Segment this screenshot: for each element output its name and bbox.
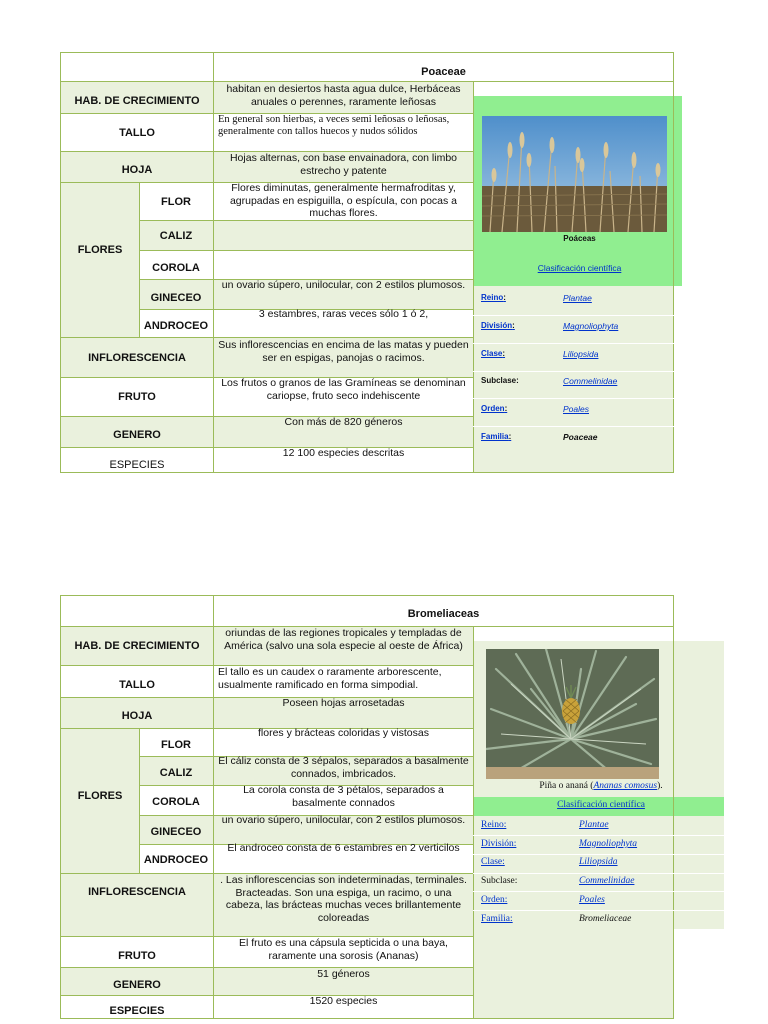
label-hoja: HOJA	[121, 164, 153, 176]
inflorescencia-text: . Las inflorescencias son indeterminadas, terminales. Bracteadas. Son una espiga, un racimo, o una cabeza, las brácteas muchas veces brillantemente coloreadas	[220, 874, 467, 924]
tax-rank-familia[interactable]: Familia:	[481, 914, 513, 924]
label-fruto: FRUTO	[118, 950, 156, 962]
tax-value-division[interactable]: Magnoliophyta	[563, 321, 619, 331]
hoja-text: Poseen hojas arrosetadas	[282, 697, 405, 709]
especies-text: 12 100 especies descritas	[282, 447, 405, 459]
label-genero: GENERO	[113, 979, 161, 991]
androceo-text: 3 estambres, raras veces sólo 1 ó 2,	[258, 308, 429, 320]
tax-rank-clase[interactable]: Clase:	[481, 349, 506, 358]
tax-rank-reino[interactable]: Reino:	[481, 293, 506, 302]
tax-value-clase[interactable]: Liliopsida	[579, 857, 618, 867]
label-flores: FLORES	[77, 244, 123, 256]
hab-text: oriundas de las regiones tropicales y templadas de América (salvo una sola especie al oeste de África)	[224, 627, 463, 652]
pineapple-caption: Piña o ananá (Ananas comosus).	[539, 781, 663, 791]
tax-rank-orden[interactable]: Orden:	[481, 895, 508, 905]
genero-text: Con más de 820 géneros	[284, 416, 403, 428]
label-gineceo: GINECEO	[150, 825, 202, 838]
tax-value-subclase[interactable]: Commelinidae	[579, 876, 635, 886]
label-flor: FLOR	[161, 739, 191, 751]
pineapple-photo	[486, 649, 659, 779]
divider	[473, 398, 682, 399]
label-gineceo: GINECEO	[150, 291, 202, 304]
label-flor: FLOR	[161, 195, 191, 208]
flor-text: flores y brácteas coloridas y vistosas	[258, 727, 429, 739]
divider	[473, 873, 724, 874]
tax-value-familia: Poaceae	[563, 432, 598, 442]
fruto-text: El fruto es una cápsula septicida o una baya, raramente una sorosis (Ananas)	[239, 937, 448, 962]
divider	[473, 426, 682, 427]
tax-rank-clase[interactable]: Clase:	[481, 857, 505, 867]
label-androceo: ANDROCEO	[143, 319, 209, 332]
label-inflorescencia: INFLORESCENCIA	[88, 351, 186, 364]
label-flores: FLORES	[77, 790, 123, 802]
wheat-caption: Poáceas	[563, 234, 596, 243]
tax-rank-orden[interactable]: Orden:	[481, 404, 508, 413]
divider	[473, 910, 724, 911]
caliz-text: El cáliz consta de 3 sépalos, separados a basalmente connados, imbricados.	[218, 755, 469, 780]
pineapple-illustration	[486, 649, 659, 779]
label-genero: GENERO	[113, 429, 161, 441]
androceo-text: El androceo consta de 6 estambres en 2 verticilos	[227, 842, 460, 854]
genero-text: 51 géneros	[317, 968, 370, 980]
tax-rank-reino[interactable]: Reino:	[481, 820, 507, 830]
label-hab: HAB. DE CRECIMIENTO	[74, 640, 200, 652]
classification-link[interactable]: Clasificación científica	[537, 263, 622, 273]
tax-rank-division[interactable]: División:	[481, 321, 515, 330]
label-hab: HAB. DE CRECIMIENTO	[74, 94, 200, 107]
gineceo-text: un ovario súpero, unilocular, con 2 estilos plumosos.	[221, 814, 466, 826]
label-fruto: FRUTO	[118, 391, 156, 403]
divider	[473, 854, 724, 855]
classification-link[interactable]: Clasificación científica	[557, 800, 645, 810]
ananas-comosus-link[interactable]: Ananas comosus	[593, 781, 658, 791]
divider	[473, 81, 474, 473]
divider	[473, 626, 474, 1019]
label-inflorescencia: INFLORESCENCIA	[88, 885, 186, 898]
flor-text: Flores diminutas, generalmente hermafroditas y, agrupadas en espiguilla, o espícula, con pocas a muchas flores.	[229, 182, 458, 219]
tax-value-reino[interactable]: Plantae	[579, 820, 609, 830]
tax-rank-subclase: Subclase:	[481, 876, 518, 886]
label-corola: COROLA	[152, 261, 200, 274]
divider	[213, 52, 214, 473]
tax-value-orden[interactable]: Poales	[579, 895, 605, 905]
tax-value-reino[interactable]: Plantae	[563, 293, 592, 303]
inflorescencia-text: Sus inflorescencias en encima de las matas y pueden ser en espigas, panojas o racimos.	[218, 339, 469, 364]
tax-value-clase[interactable]: Liliopsida	[563, 349, 599, 359]
divider	[473, 891, 724, 892]
hab-text: habitan en desiertos hasta agua dulce, Herbáceas anuales o perennes, raramente leñosas	[226, 83, 461, 108]
tax-rank-familia[interactable]: Familia:	[481, 432, 512, 441]
tax-value-familia: Bromeliaceae	[579, 914, 632, 924]
wheat-illustration	[482, 116, 667, 232]
bromelia-title: Bromeliaceas	[407, 608, 480, 620]
divider	[473, 371, 682, 372]
label-androceo: ANDROCEO	[143, 854, 209, 866]
especies-text: 1520 especies	[309, 995, 378, 1007]
hoja-text: Hojas alternas, con base envainadora, con limbo estrecho y patente	[229, 152, 458, 177]
tax-value-orden[interactable]: Poales	[563, 404, 589, 414]
tax-rank-subclase: Subclase:	[481, 376, 519, 385]
tallo-text: El tallo es un caudex o raramente arborescente, usualmente ramificado en forma simpodial.	[218, 666, 442, 691]
gineceo-text: un ovario súpero, unilocular, con 2 estilos plumosos.	[221, 279, 466, 291]
tax-rank-division[interactable]: División:	[481, 839, 517, 849]
label-corola: COROLA	[152, 796, 200, 808]
divider	[473, 343, 682, 344]
poaceae-title: Poaceae	[421, 66, 466, 78]
divider	[473, 315, 682, 316]
divider	[473, 835, 724, 836]
label-caliz: CALIZ	[159, 229, 193, 242]
tallo-text: En general son hierbas, a veces semi leñosas o leñosas, generalmente con tallos huecos y nudos sólidos	[218, 114, 450, 137]
wheat-photo	[482, 116, 667, 232]
tax-value-subclase[interactable]: Commelinidae	[563, 376, 618, 386]
label-especies: ESPECIES	[109, 1005, 165, 1017]
label-tallo: TALLO	[119, 679, 155, 691]
corola-text: La corola consta de 3 pétalos, separados a basalmente connados	[243, 784, 444, 809]
divider	[60, 81, 674, 82]
tax-value-division[interactable]: Magnoliophyta	[579, 839, 638, 849]
fruto-text: Los frutos o granos de las Gramíneas se denominan cariopse, fruto seco indehiscente	[221, 377, 466, 402]
label-especies: ESPECIES	[109, 459, 165, 471]
label-tallo: TALLO	[119, 126, 155, 139]
label-hoja: HOJA	[121, 709, 153, 722]
label-caliz: CALIZ	[159, 767, 193, 779]
